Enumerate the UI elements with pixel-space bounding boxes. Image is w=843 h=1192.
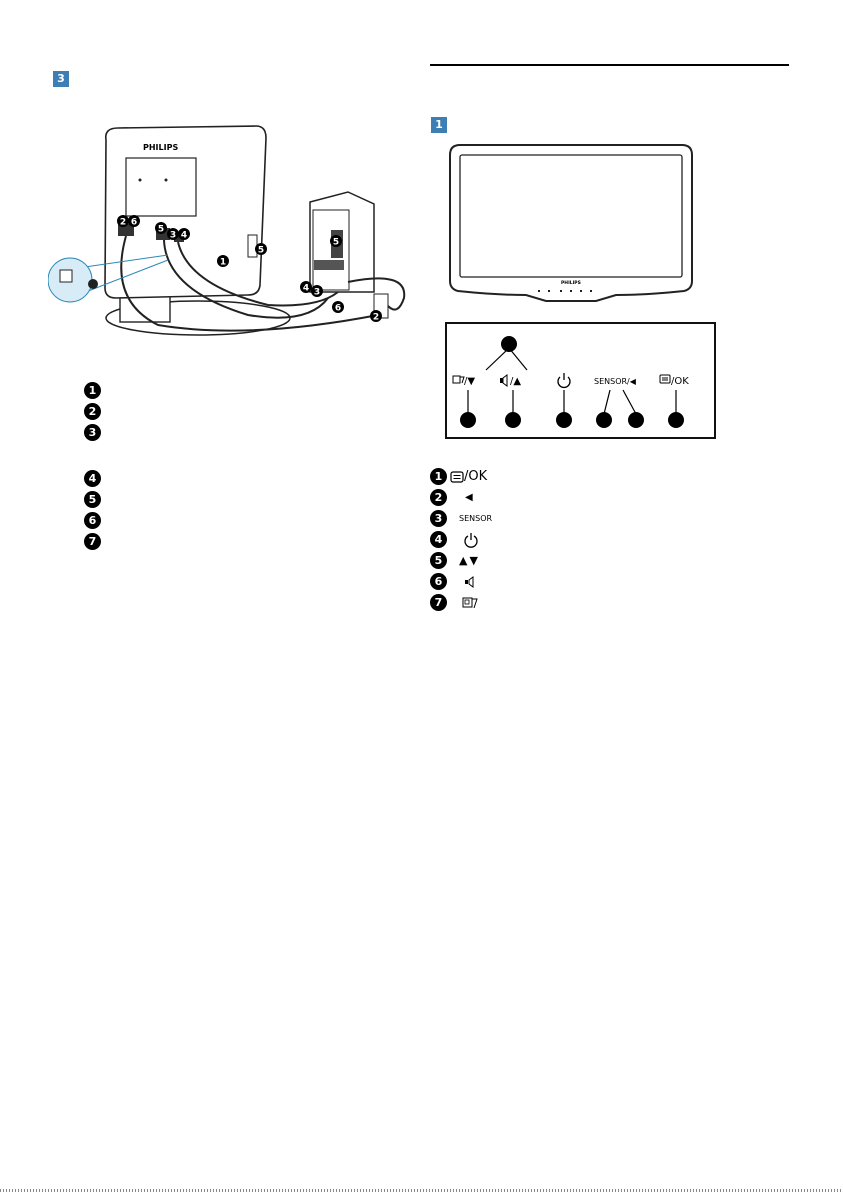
callout-3-label: 3 bbox=[169, 230, 177, 241]
list-item bbox=[430, 550, 492, 571]
list-item bbox=[430, 571, 492, 592]
smartimage-label: /▼ bbox=[464, 376, 476, 387]
speaker-icon bbox=[463, 575, 477, 589]
list-item bbox=[84, 468, 109, 489]
smartimage-icon bbox=[453, 376, 464, 383]
number-badge: 7 bbox=[430, 594, 447, 611]
list-label: /OK bbox=[464, 469, 488, 484]
rear-connection-illustration bbox=[48, 120, 413, 345]
number-badge: 2 bbox=[84, 403, 101, 420]
list-item bbox=[84, 380, 109, 401]
number-badge: 1 bbox=[84, 382, 101, 399]
power-icon bbox=[558, 373, 570, 387]
list-item bbox=[84, 531, 109, 552]
smartimage-icon bbox=[462, 596, 478, 610]
number-badge: 2 bbox=[430, 489, 447, 506]
number-badge: 7 bbox=[84, 533, 101, 550]
button-list bbox=[430, 466, 492, 613]
list-item bbox=[84, 510, 109, 531]
number-badge: 5 bbox=[84, 491, 101, 508]
control-panel-diagram bbox=[447, 324, 714, 437]
callout-6b-label: 6 bbox=[334, 303, 342, 314]
number-badge: 1 bbox=[430, 468, 447, 485]
list-item bbox=[84, 489, 109, 510]
callout-1-label: 1 bbox=[219, 257, 227, 268]
list-item bbox=[84, 422, 109, 468]
menu-icon bbox=[450, 470, 464, 484]
left-arrow-icon: ◀ bbox=[465, 492, 473, 503]
callout-5b-label: 5 bbox=[257, 245, 265, 256]
list-item bbox=[430, 487, 492, 508]
callout-5-label: 5 bbox=[157, 224, 165, 235]
callout-3b-label: 3 bbox=[313, 287, 321, 298]
speaker-icon bbox=[500, 375, 507, 386]
monitor-brand-text: PHILIPS bbox=[561, 281, 581, 286]
list-item bbox=[430, 508, 492, 529]
number-badge: 3 bbox=[430, 510, 447, 527]
menu-ok-label: /OK bbox=[671, 376, 689, 387]
number-badge: 4 bbox=[84, 470, 101, 487]
monitor-front-illustration bbox=[446, 143, 696, 303]
list-item bbox=[430, 592, 492, 613]
step-badge-1: 1 bbox=[431, 117, 447, 133]
callout-2-label: 2 bbox=[119, 217, 127, 228]
list-item bbox=[430, 466, 492, 487]
callout-4b-label: 4 bbox=[302, 283, 310, 294]
list-label: SENSOR bbox=[459, 514, 493, 523]
brand-text: PHILIPS bbox=[143, 143, 179, 152]
step-badge-3: 3 bbox=[53, 71, 69, 87]
callout-6-label: 6 bbox=[130, 217, 138, 228]
number-badge: 3 bbox=[84, 424, 101, 441]
power-icon bbox=[463, 532, 479, 548]
number-badge: 4 bbox=[430, 531, 447, 548]
number-badge: 6 bbox=[430, 573, 447, 590]
sensor-label: SENSOR/◀ bbox=[594, 377, 636, 386]
connector-list bbox=[84, 380, 109, 552]
number-badge: 5 bbox=[430, 552, 447, 569]
callout-2b-label: 2 bbox=[372, 312, 380, 323]
menu-icon bbox=[660, 375, 670, 383]
list-item bbox=[84, 401, 109, 422]
volume-label: /▲ bbox=[510, 376, 522, 387]
callout-4-label: 4 bbox=[180, 230, 188, 241]
section-rule bbox=[430, 64, 789, 66]
list-item bbox=[430, 529, 492, 550]
callout-5c-label: 5 bbox=[332, 237, 340, 248]
up-down-arrows-icon: ▲▼ bbox=[459, 554, 480, 567]
number-badge: 6 bbox=[84, 512, 101, 529]
control-panel bbox=[445, 322, 716, 439]
